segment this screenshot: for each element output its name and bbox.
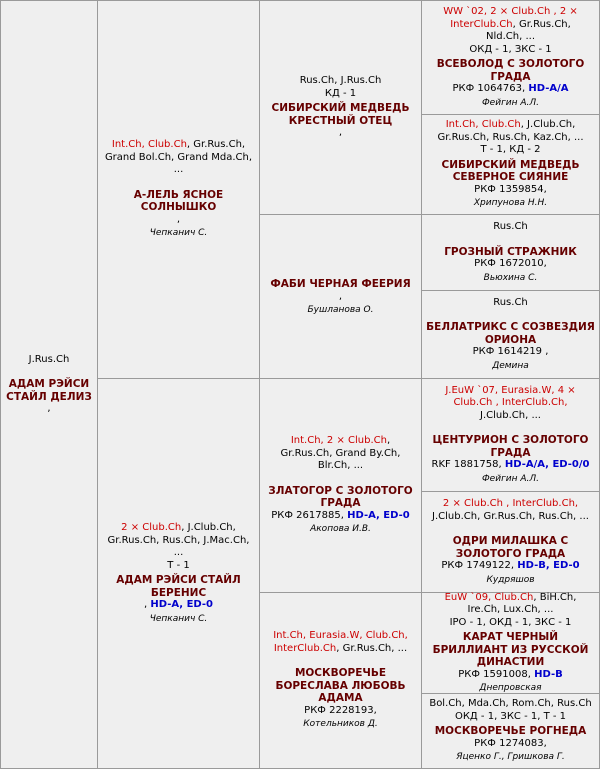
dam-sire-titles bbox=[264, 435, 417, 448]
sss-titles-rest-2: , Gr.Rus.Ch, bbox=[512, 18, 571, 30]
dam-sire-titles-red: Int.Ch, 2 × Club.Ch bbox=[290, 435, 387, 447]
subject-titles: J.Rus.Ch bbox=[28, 353, 70, 365]
dam-dam-owner: Котельников Д. bbox=[303, 719, 378, 730]
ddd-reg: РКФ 1274083, bbox=[474, 737, 547, 749]
sss-reg: РКФ 1064763, bbox=[452, 83, 526, 94]
dam-titles-3: ... bbox=[173, 547, 184, 558]
dds-owner: Днепровская bbox=[479, 683, 542, 693]
dam-sire-name: ЗЛАТОГОР С ЗОЛОТОГО ГРАДА bbox=[268, 484, 413, 510]
sire-dam-suffix: , bbox=[338, 290, 343, 302]
dss-health: HD-A/A, ED-0/0 bbox=[504, 459, 590, 471]
ddd-owner: Яценко Г., Гришкова Г. bbox=[456, 752, 565, 763]
dds-titles-3: IPO - 1, ОКД - 1, ЗКС - 1 bbox=[449, 616, 572, 628]
dam-health: HD-A, ED-0 bbox=[150, 599, 213, 610]
dsd-name: ОДРИ МИЛАШКА С ЗОЛОТОГО ГРАДА bbox=[452, 535, 569, 560]
dsd-owner: Кудряшов bbox=[486, 574, 535, 585]
sss-owner: Фейгин А.Л. bbox=[481, 97, 540, 108]
sds-reg: РКФ 1672010, bbox=[474, 258, 547, 269]
dam-sire-titles-2: Gr.Rus.Ch, Grand By.Ch, bbox=[280, 447, 401, 459]
sire-owner: Чепканич С. bbox=[149, 228, 208, 239]
ddd-name: МОСКВОРЕЧЬЕ РОГНЕДА bbox=[434, 725, 587, 738]
dam-dam-cell bbox=[259, 592, 422, 769]
dam-sire-reg: РКФ 2617885, bbox=[271, 509, 344, 521]
dam-dam-titles-red-2: InterClub.Ch bbox=[273, 642, 337, 654]
dam-dam-titles-2 bbox=[264, 643, 417, 656]
sss-name: ВСЕВОЛОД С ЗОЛОТОГО ГРАДА bbox=[436, 58, 585, 83]
dam-owner: Чепканич С. bbox=[149, 613, 208, 624]
dds-titles bbox=[426, 592, 595, 605]
ssd-name: СИБИРСКИЙ МЕДВЕДЬ СЕВЕРНОЕ СИЯНИЕ bbox=[441, 158, 580, 184]
sire-name: А-ЛЕЛЬ ЯСНОЕ СОЛНЫШКО bbox=[133, 188, 224, 214]
dss-owner: Фейгин А.Л. bbox=[481, 473, 540, 484]
sire-sire-cell bbox=[259, 0, 422, 215]
dsd-cell bbox=[421, 491, 600, 593]
sss-health: HD-A/A bbox=[528, 83, 569, 94]
sire-sire-suffix: , bbox=[338, 127, 343, 139]
subject-name: АДАМ РЭЙСИ СТАЙЛ ДЕЛИЗ bbox=[6, 378, 92, 403]
ssd-cell bbox=[421, 114, 600, 215]
sire-cell bbox=[97, 0, 260, 379]
sdd-name: БЕЛЛАТРИКС С СОЗВЕЗДИЯ ОРИОНА bbox=[426, 321, 595, 346]
dam-titles-2: Gr.Rus.Ch, Rus.Ch, J.Mac.Ch, bbox=[107, 534, 250, 546]
dds-cell bbox=[421, 592, 600, 694]
sss-titles-4: ОКД - 1, ЗКС - 1 bbox=[469, 43, 552, 55]
dsd-reg: РКФ 1749122, bbox=[441, 560, 515, 571]
sire-sire-name: СИБИРСКИЙ МЕДВЕДЬ КРЕСТНЫЙ ОТЕЦ bbox=[271, 102, 410, 127]
sss-titles-red: WW `02, 2 × Club.Ch , 2 × bbox=[443, 6, 578, 17]
sds-titles: Rus.Ch bbox=[493, 221, 528, 232]
sire-titles-red: Int.Ch, Club.Ch bbox=[111, 139, 187, 151]
dds-reg-line bbox=[426, 669, 595, 682]
sss-titles-3: Nld.Ch, ... bbox=[486, 31, 535, 42]
dam-titles-rest: , J.Club.Ch, bbox=[181, 522, 236, 533]
sdd-reg: РКФ 1614219 , bbox=[472, 346, 549, 358]
sire-sire-titles-2: КД - 1 bbox=[324, 87, 357, 99]
ssd-reg: РКФ 1359854, bbox=[474, 183, 547, 195]
ssd-titles-red: Int.Ch, Club.Ch bbox=[445, 119, 521, 131]
sdd-owner: Демина bbox=[492, 360, 529, 371]
ssd-titles-2: Gr.Rus.Ch, Rus.Ch, Kaz.Ch, ... bbox=[437, 131, 584, 143]
ddd-titles: Bol.Ch, Mda.Ch, Rom.Ch, Rus.Ch bbox=[429, 698, 592, 710]
subject-suffix: , bbox=[47, 403, 51, 414]
dsd-titles-red: 2 × Club.Ch , InterClub.Ch, bbox=[442, 498, 579, 509]
sire-dam-cell bbox=[259, 214, 422, 379]
dds-health: HD-B bbox=[534, 668, 563, 680]
dam-sire-health: HD-A, ED-0 bbox=[347, 509, 410, 521]
sire-suffix: , bbox=[176, 213, 181, 225]
dam-dam-titles-red: Int.Ch, Eurasia.W, Club.Ch, bbox=[273, 630, 408, 642]
dam-dam-titles-rest-2: , Gr.Rus.Ch, ... bbox=[336, 642, 408, 654]
sds-name: ГРОЗНЫЙ СТРАЖНИК bbox=[444, 245, 577, 258]
dam-dam-reg: РКФ 2228193, bbox=[304, 704, 377, 716]
sire-dam-name: ФАБИ ЧЕРНАЯ ФЕЕРИЯ bbox=[270, 278, 411, 291]
dds-titles-red: EuW `09, Club.Ch bbox=[444, 591, 534, 603]
dam-sire-owner: Акопова И.В. bbox=[310, 524, 371, 535]
dam-sire-titles-rest: , bbox=[386, 435, 391, 447]
sire-titles bbox=[102, 139, 255, 152]
dss-reg: RKF 1881758, bbox=[431, 459, 502, 471]
dsd-titles-2: J.Club.Ch, Gr.Rus.Ch, Rus.Ch, ... bbox=[432, 510, 589, 522]
sss-titles-red-2: InterClub.Ch bbox=[450, 18, 513, 30]
ddd-titles-2: ОКД - 1, ЗКС - 1, Т - 1 bbox=[454, 710, 567, 722]
dss-titles-3: J.Club.Ch, ... bbox=[480, 409, 541, 421]
dam-health-line bbox=[102, 599, 255, 612]
dam-dam-name: МОСКВОРЕЧЬЕ БОРЕСЛАВА ЛЮБОВЬ АДАМА bbox=[275, 667, 406, 705]
sire-titles-rest: , Gr.Rus.Ch, bbox=[186, 139, 246, 151]
sire-sire-titles: Rus.Ch, J.Rus.Ch bbox=[299, 75, 382, 87]
dss-titles-red-2: Club.Ch , InterClub.Ch, bbox=[453, 397, 568, 409]
dss-name: ЦЕНТУРИОН С ЗОЛОТОГО ГРАДА bbox=[432, 434, 589, 459]
ssd-owner: Хрипунова Н.Н. bbox=[473, 198, 548, 209]
dam-titles-red: 2 × Club.Ch bbox=[121, 522, 182, 533]
dam-cell bbox=[97, 378, 260, 769]
ssd-titles-rest: , J.Club.Ch, bbox=[520, 119, 576, 131]
dam-sire-titles-3: Blr.Ch, ... bbox=[317, 460, 364, 472]
dam-dam-titles bbox=[264, 630, 417, 643]
ssd-titles-3: Т - 1, КД - 2 bbox=[480, 144, 541, 156]
sss-titles-line-2 bbox=[426, 19, 595, 32]
dss-reg-line bbox=[426, 459, 595, 472]
sdd-cell bbox=[421, 290, 600, 379]
dsd-reg-line bbox=[426, 560, 595, 573]
ddd-cell bbox=[421, 693, 600, 769]
sire-titles-2: Grand Bol.Ch, Grand Mda.Ch, bbox=[104, 151, 253, 163]
dam-sire-reg-line bbox=[264, 510, 417, 523]
ssd-titles bbox=[426, 119, 595, 132]
subject-cell bbox=[0, 0, 98, 769]
sire-dam-owner: Бушланова О. bbox=[307, 305, 374, 316]
sss-cell bbox=[421, 0, 600, 115]
dds-name: КАРАТ ЧЕРНЫЙ БРИЛЛИАНТ ИЗ РУССКОЙ ДИНАСТИИ bbox=[432, 631, 589, 668]
dsd-health: HD-B, ED-0 bbox=[517, 560, 580, 571]
dam-titles-4: Т - 1 bbox=[167, 559, 190, 571]
sds-owner: Вьюхина С. bbox=[483, 272, 538, 283]
dss-cell bbox=[421, 378, 600, 492]
dam-health-prefix: , bbox=[143, 599, 148, 610]
dam-titles bbox=[102, 522, 255, 535]
dds-reg: РКФ 1591008, bbox=[458, 668, 531, 680]
sss-reg-line bbox=[426, 83, 595, 96]
dds-titles-2: Ire.Ch, Lux.Ch, ... bbox=[467, 604, 554, 615]
sire-titles-3: ... bbox=[173, 164, 184, 176]
dds-titles-rest: , BiH.Ch, bbox=[533, 591, 577, 603]
dam-name: АДАМ РЭЙСИ СТАЙЛ БЕРЕНИС bbox=[116, 574, 241, 599]
sdd-titles: Rus.Ch bbox=[493, 296, 528, 308]
sds-cell bbox=[421, 214, 600, 291]
dam-sire-cell bbox=[259, 378, 422, 593]
dss-titles-red: J.EuW `07, Eurasia.W, 4 × bbox=[445, 384, 576, 396]
